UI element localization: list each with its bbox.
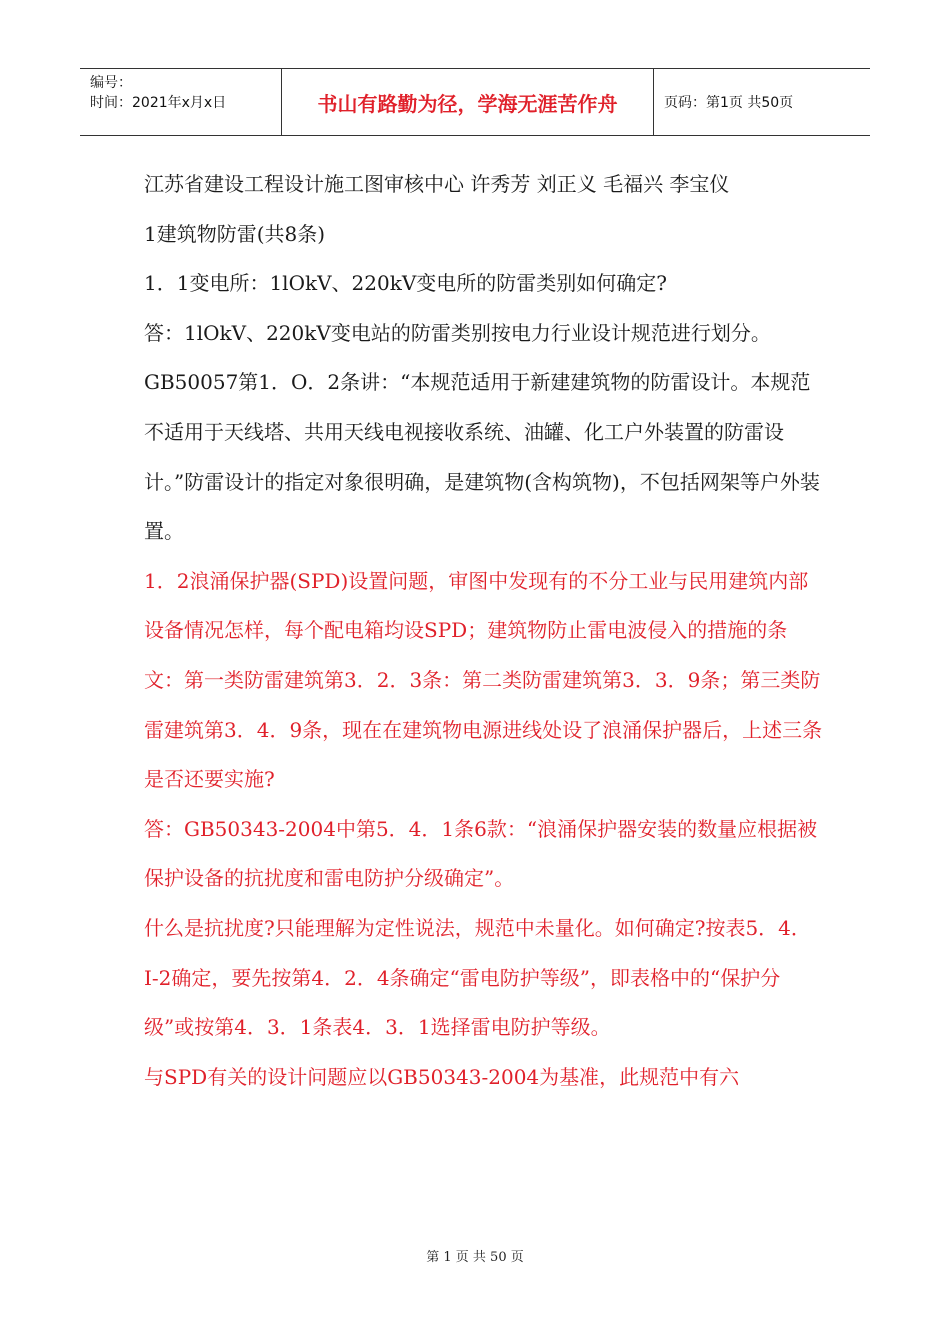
page-header (80, 68, 870, 136)
header-meta (80, 69, 282, 135)
header-slogan: 书山有路勤为径，学海无涯苦作舟 (282, 69, 654, 135)
paragraph-authors: 江苏省建设工程设计施工图审核中心 许秀芳 刘正义 毛福兴 李宝仪 (144, 172, 730, 196)
doc-date-label: 时间：2021年x月x日 (90, 95, 227, 111)
paragraph-explanation: 什么是抗扰度?只能理解为定性说法，规范中未量化。如何确定?按表5．4．I-2确定，要先按第4．2．4条确定“雷电防护等级”，即表格中的“保护分级”或按第4．3．1条表4．3．1选择雷电防护等级。 (144, 915, 811, 1040)
header-page-info: 页码：第1页 共50页 (664, 95, 794, 111)
paragraph-spd-note: 与SPD有关的设计问题应以GB50343-2004为基准，此规范中有六 (144, 1064, 740, 1089)
document-body (144, 160, 824, 1102)
paragraph-question-1-2: 1．2浪涌保护器(SPD)设置问题，审图中发现有的不分工业与民用建筑内部设备情况怎样，每个配电箱均设SPD；建筑物防止雷电波侵入的措施的条文：第一类防雷建筑第3．2．3条：第二类防雷建筑第3．3．9条；第三类防雷建筑第3．4．9条，现在在建筑物电源进线处设了浪涌保护器后，上述三条是否还要实施? (144, 568, 823, 792)
doc-number-label: 编号： (90, 75, 132, 91)
paragraph-section-title: 1建筑物防雷(共8条) (144, 221, 326, 246)
paragraph-question-1-1: 1．1变电所：1lOkV、220kV变电所的防雷类别如何确定? (144, 271, 667, 296)
paragraph-answer-1-1: 答：1lOkV、220kV变电站的防雷类别按电力行业设计规范进行划分。GB50057第1．O．2条讲：“本规范适用于新建建筑物的防雷设计。本规范不适用于天线塔、共用天线电视接收系统、油罐、化工户外装置的防雷设计。”防雷设计的指定对象很明确，是建筑物(含构筑物)，不包括网架等户外装置。 (144, 320, 820, 544)
page-footer: 第 1 页 共 50 页 (426, 1250, 524, 1265)
paragraph-answer-1-2: 答：GB50343-2004中第5．4．1条6款：“浪涌保护器安装的数量应根据被保护设备的抗扰度和雷电防护分级确定”。 (144, 816, 818, 891)
